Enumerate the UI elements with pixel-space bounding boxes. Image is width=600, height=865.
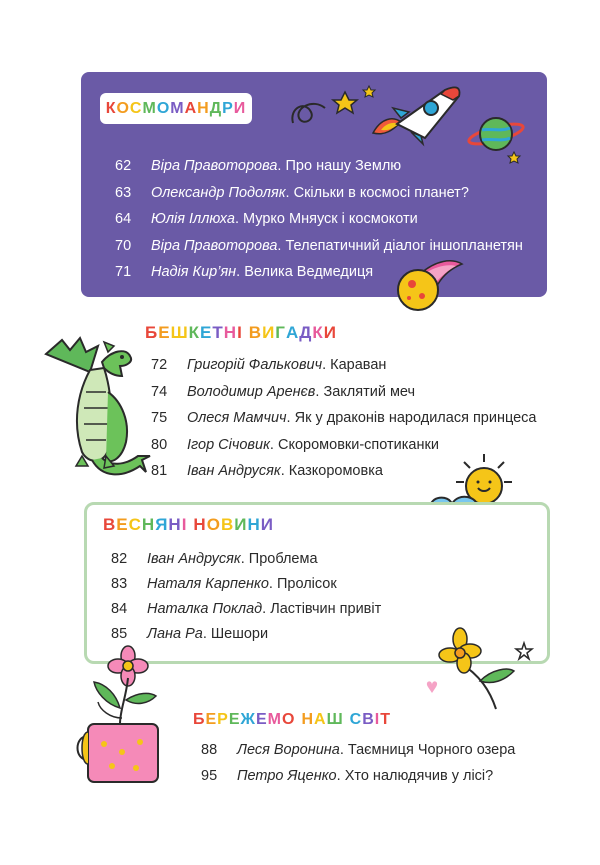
page-number: 75 bbox=[151, 410, 168, 426]
entry-title: Скоромовки-спотиканки bbox=[277, 436, 439, 453]
page-number: 85 bbox=[111, 626, 128, 642]
page-number: 64 bbox=[115, 211, 132, 227]
page-number: 63 bbox=[115, 184, 132, 201]
section-title: КОСМОМАНДРИ bbox=[105, 99, 247, 117]
entry-title: Про нашу Землю bbox=[285, 158, 402, 174]
toc-entry[interactable]: 74 Володимир Аренєв . Заклятий меч bbox=[151, 383, 416, 400]
page-number: 81 bbox=[151, 463, 168, 479]
page-number: 70 bbox=[115, 237, 132, 254]
toc-entry[interactable]: 84 Наталка Поклад . Ластівчин привіт bbox=[111, 601, 382, 617]
page-number: 84 bbox=[111, 601, 128, 617]
toc-entry[interactable]: 64 Юлія Іллюха . Мурко Мняуск і космокоти bbox=[115, 211, 418, 227]
toc-entry[interactable]: 83 Наталя Карпенко . Пролісок bbox=[111, 576, 337, 592]
entry-author: Юлія Іллюха bbox=[151, 211, 235, 227]
rocket-icon bbox=[285, 78, 465, 143]
entry-title: Таємниця Чорного озера bbox=[347, 742, 516, 758]
section-title-badge bbox=[100, 93, 252, 124]
toc-entry[interactable]: 85 Лана Ра . Шешори bbox=[111, 626, 269, 642]
toc-entry[interactable]: 75 Олеся Мамчич . Як у драконів народилася принцеса bbox=[151, 410, 537, 426]
entry-title: Хто налюдячив у лісі? bbox=[344, 767, 494, 784]
entry-title: Велика Ведмедиця bbox=[244, 264, 374, 280]
planet-icon bbox=[470, 110, 530, 165]
entry-author: Надія Кир’ян bbox=[151, 264, 237, 280]
meteor-icon bbox=[392, 260, 464, 316]
page-number: 74 bbox=[151, 383, 168, 400]
entry-author: Лана Ра bbox=[147, 626, 203, 642]
page-number: 83 bbox=[111, 576, 128, 592]
page-number: 62 bbox=[115, 158, 132, 174]
section-title: БЕШКЕТНІ ВИГАДКИ bbox=[145, 323, 337, 342]
toc-entry[interactable]: 80 Ігор Січовик . Скоромовки-спотиканки bbox=[151, 436, 439, 453]
page-number: 88 bbox=[201, 742, 218, 758]
flower-icon bbox=[420, 625, 540, 715]
entry-title: Скільки в космосі планет? bbox=[293, 184, 469, 201]
section-title: ВЕСНЯНІ НОВИНИ bbox=[103, 515, 274, 534]
entry-author: Григорій Фалькович bbox=[187, 357, 323, 373]
entry-author: Віра Правоторова bbox=[151, 237, 278, 254]
entry-author: Наталка Поклад bbox=[147, 601, 263, 617]
entry-author: Іван Андрусяк bbox=[147, 551, 241, 567]
entry-author: Олеся Мамчич bbox=[187, 410, 287, 426]
toc-entry[interactable]: 70 Віра Правоторова . Телепатичний діалог іншопланетян bbox=[115, 237, 523, 254]
entry-author: Наталя Карпенко bbox=[147, 576, 269, 592]
page-number: 95 bbox=[201, 767, 218, 784]
toc-entry[interactable]: 62 Віра Правоторова . Про нашу Землю bbox=[115, 158, 402, 174]
entry-title: Проблема bbox=[248, 551, 318, 567]
entry-author: Ігор Січовик bbox=[187, 436, 270, 453]
entry-author: Віра Правоторова bbox=[151, 158, 278, 174]
entry-title: Як у драконів народилася принцеса bbox=[294, 410, 537, 426]
entry-title: Караван bbox=[330, 357, 387, 373]
toc-entry[interactable]: 88 Леся Воронина . Таємниця Чорного озера bbox=[201, 742, 516, 758]
toc-entry[interactable]: 63 Олександр Подоляк . Скільки в космосі планет? bbox=[115, 184, 469, 201]
page-number: 80 bbox=[151, 436, 168, 453]
entry-author: Володимир Аренєв bbox=[187, 383, 316, 400]
entry-author: Олександр Подоляк bbox=[151, 184, 286, 201]
flower-pot-icon bbox=[70, 648, 170, 788]
entry-title: Казкоромовка bbox=[288, 463, 383, 479]
toc-entry[interactable]: 81 Іван Андрусяк . Казкоромовка bbox=[151, 463, 383, 479]
entry-title: Телепатичний діалог іншопланетян bbox=[285, 237, 523, 254]
entry-title: Заклятий меч bbox=[323, 383, 416, 400]
entry-title: Ластівчин привіт bbox=[270, 601, 382, 617]
toc-entry[interactable]: 72 Григорій Фалькович . Караван bbox=[151, 357, 387, 373]
entry-title: Мурко Мняуск і космокоти bbox=[243, 211, 418, 227]
toc-entry[interactable]: 82 Іван Андрусяк . Проблема bbox=[111, 551, 318, 567]
entry-author: Леся Воронина bbox=[237, 742, 340, 758]
entry-author: Іван Андрусяк bbox=[187, 463, 281, 479]
entry-title: Пролісок bbox=[276, 576, 337, 592]
toc-entry[interactable]: 71 Надія Кир’ян . Велика Ведмедиця bbox=[115, 264, 374, 280]
entry-author: Петро Яценко bbox=[237, 767, 337, 784]
entry-title: Шешори bbox=[210, 626, 269, 642]
dragon-icon bbox=[42, 332, 152, 482]
section-title: БЕРЕЖЕМО НАШ СВІТ bbox=[193, 711, 391, 728]
toc-entry[interactable]: 95 Петро Яценко . Хто налюдячив у лісі? bbox=[201, 767, 494, 784]
page-number: 71 bbox=[115, 264, 132, 280]
page-number: 82 bbox=[111, 551, 128, 567]
page-number: 72 bbox=[151, 357, 168, 373]
